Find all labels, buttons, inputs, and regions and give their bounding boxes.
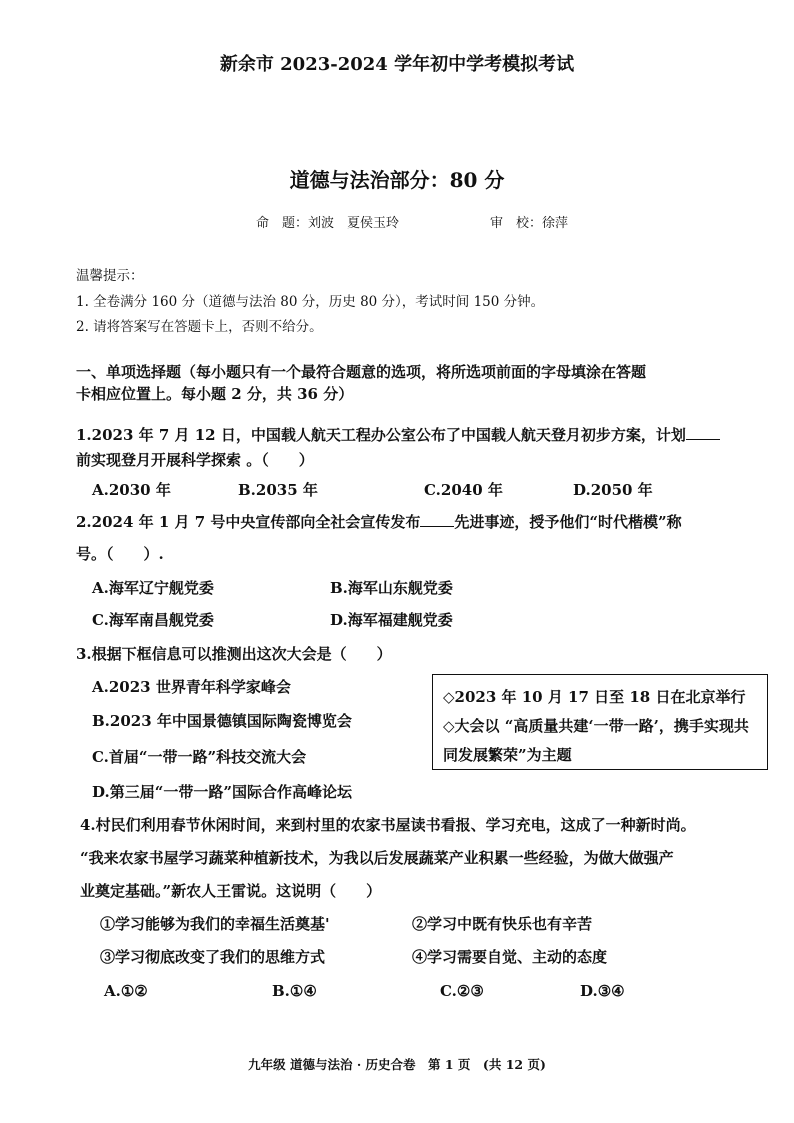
q2-stem-line2: 号。（ ）.	[76, 545, 164, 563]
page-footer: 九年级 道德与法治 · 历史合卷 第 1 页 (共 12 页)	[248, 1057, 546, 1072]
author-line	[256, 212, 399, 231]
q4-statement-3: ③学习彻底改变了我们的思维方式	[100, 948, 326, 966]
exam-title: 新余市 2023-2024 学年初中学考模拟考试	[219, 54, 575, 75]
q3-info-line1: ◇2023 年 10 月 17 日至 18 日在北京举行	[443, 688, 746, 706]
q2-option-c: C.海军南昌舰党委	[92, 611, 214, 629]
q4-option-c: C.②③	[440, 982, 484, 1000]
q1-stem-line2: 前实现登月开展科学探索 。（ ）	[76, 451, 314, 469]
q1-option-a: A.2030 年	[92, 481, 171, 499]
tip-item-2: 2. 请将答案写在答题卡上，否则不给分。	[76, 319, 323, 335]
q4-stem-line3: 业奠定基础。”新农人王雷说。这说明（ ）	[80, 882, 382, 900]
reviewer: 徐萍	[542, 216, 569, 231]
q1-stem-text: 1.2023 年 7 月 12 日，中国载人航天工程办公室公布了中国载人航天登月初步方案，计划	[76, 426, 686, 444]
q4-option-d: D.③④	[580, 982, 625, 1000]
q4-stem-line2: “我来农家书屋学习蔬菜种植新技术，为我以后发展蔬菜产业积累一些经验，为做大做强产	[80, 849, 674, 867]
q1-blank	[686, 425, 720, 440]
q2-option-a: A.海军辽宁舰党委	[92, 579, 214, 597]
q4-statement-4: ④学习需要自觉、主动的态度	[412, 948, 608, 966]
tips-heading: 温馨提示：	[76, 268, 144, 284]
q4-option-a: A.①②	[104, 982, 148, 1000]
part1-heading-line2: 卡相应位置上。每小题 2 分，共 36 分）	[76, 385, 354, 403]
q2-stem-text-a: 2.2024 年 1 月 7 号中央宣传部向全社会宣传发布	[76, 513, 421, 531]
part1-heading-line1: 一、单项选择题（每小题只有一个最符合题意的选项，将所选项前面的字母填涂在答题	[76, 363, 647, 381]
q4-option-b: B.①④	[272, 982, 317, 1000]
q2-option-d: D.海军福建舰党委	[330, 611, 453, 629]
q3-option-d: D.第三届“一带一路”国际合作高峰论坛	[92, 783, 352, 801]
reviewer-label: 审 校：	[490, 216, 543, 231]
q4-stem-line1: 4.村民们利用春节休闲时间，来到村里的农家书屋读书看报、学习充电，这成了一种新时尚。	[80, 816, 696, 834]
q2-blank	[420, 512, 454, 527]
authors: 刘波 夏侯玉玲	[308, 216, 400, 231]
q2-stem-text-b: 先进事迹，授予他们“时代楷模”称	[454, 513, 682, 531]
section-title: 道德与法治部分：80 分	[289, 168, 505, 192]
q3-option-b: B.2023 年中国景德镇国际陶瓷博览会	[92, 712, 352, 730]
q1-option-c: C.2040 年	[424, 481, 503, 499]
q3-option-c: C.首届“一带一路”科技交流大会	[92, 748, 307, 766]
reviewer-line	[490, 212, 568, 231]
q3-option-a: A.2023 世界青年科学家峰会	[92, 678, 291, 696]
tip-item-1: 1. 全卷满分 160 分（道德与法治 80 分，历史 80 分），考试时间 150 分钟。	[76, 294, 545, 310]
q1-option-d: D.2050 年	[573, 481, 653, 499]
q1-option-b: B.2035 年	[238, 481, 318, 499]
q4-statement-1: ①学习能够为我们的幸福生活奠基'	[100, 915, 330, 933]
q3-info-line2: ◇大会以 “高质量共建‘一带一路’，携手实现共同发展繁荣”为主题	[443, 717, 749, 764]
q2-option-b: B.海军山东舰党委	[330, 579, 453, 597]
q1-stem-line1	[76, 424, 720, 445]
q3-stem: 3.根据下框信息可以推测出这次大会是（ ）	[76, 645, 392, 663]
author-label: 命 题：	[256, 216, 309, 231]
q4-statement-2: ②学习中既有快乐也有辛苦	[412, 915, 593, 933]
q3-info-box	[432, 674, 768, 770]
q2-stem-line1	[76, 511, 682, 532]
